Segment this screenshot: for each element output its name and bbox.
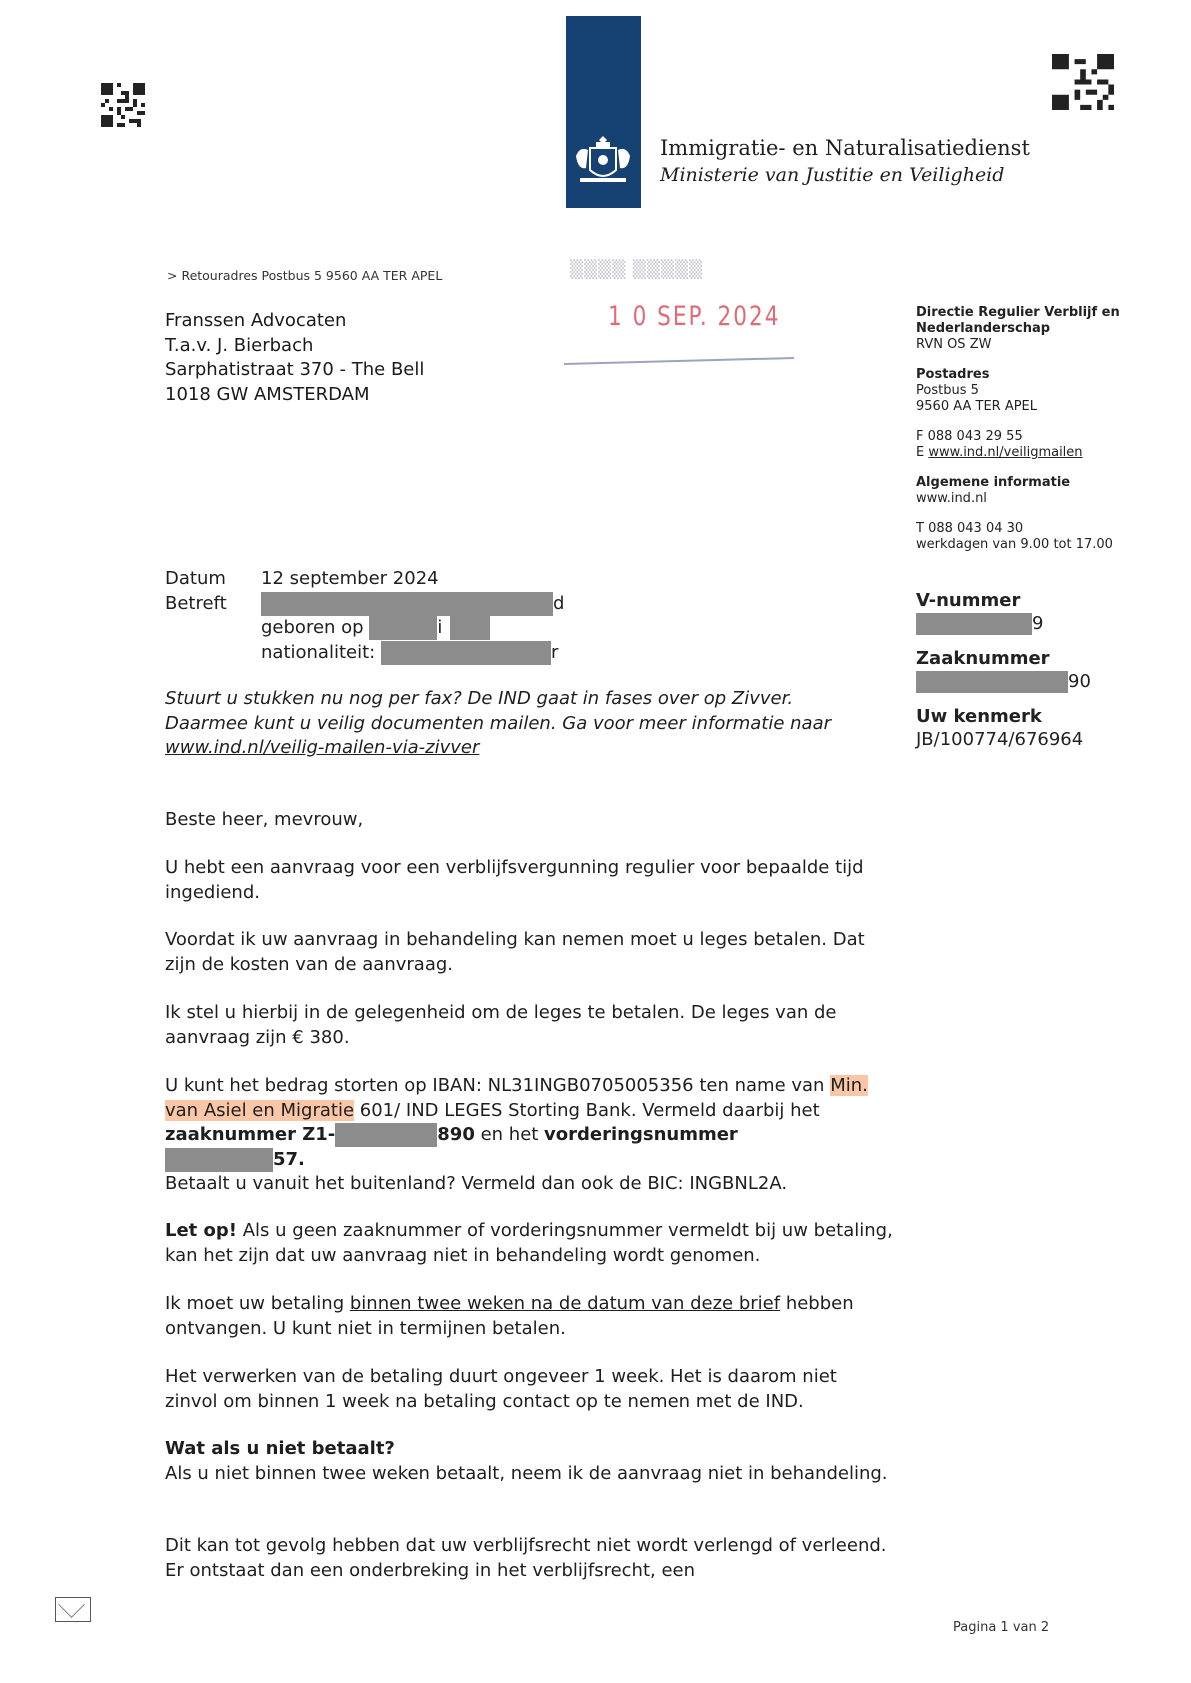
betreft-label: Betreft bbox=[165, 592, 227, 614]
highlighted-payee-cont: van Asiel en Migratie bbox=[165, 1099, 355, 1121]
zaaknummer-label: Zaaknummer bbox=[916, 648, 1050, 669]
redaction-block bbox=[369, 616, 437, 640]
department-code: RVN OS ZW bbox=[916, 337, 992, 352]
notice-line1: Stuurt u stukken nu nog per fax? De IND gaat in fases over op Zivver. bbox=[165, 688, 794, 709]
geboren-row: geboren op i bbox=[165, 616, 564, 641]
email-row bbox=[916, 445, 1176, 461]
stamp-date: 1 0 SEP. 2024 bbox=[608, 300, 781, 332]
page-number: Pagina 1 van 2 bbox=[953, 1620, 1050, 1635]
nationaliteit-row: nationaliteit: r bbox=[261, 641, 559, 663]
heading-niet-betaalt: Wat als u niet betaalt? bbox=[165, 1438, 395, 1459]
org-name-line1: Immigratie- en Naturalisatiedienst bbox=[660, 136, 1030, 160]
redaction-block bbox=[916, 613, 1032, 635]
paragraph-aanvraag: U hebt een aanvraag voor een verblijfsvergunning regulier voor bepaalde tijd ingediend. bbox=[165, 857, 864, 903]
vnummer-label: V-nummer bbox=[916, 590, 1021, 611]
paragraph-leges: Voordat ik uw aanvraag in behandeling kan nemen moet u leges betalen. Dat zijn de kosten van de aanvraag. bbox=[165, 929, 865, 975]
paragraph-verwerking: Het verwerken van de betaling duurt ongeveer 1 week. Het is daarom niet zinvol om binnen 1 week na betaling contact op te nemen met de IND. bbox=[165, 1366, 837, 1412]
kenmerk-value: JB/100774/676964 bbox=[916, 729, 1084, 750]
deadline-text: binnen twee weken na de datum van deze brief bbox=[349, 1293, 781, 1314]
recipient-line3: Sarphatistraat 370 - The Bell bbox=[165, 359, 425, 380]
recipient-line1: Franssen Advocaten bbox=[165, 310, 347, 331]
bic-line: Betaalt u vanuit het buitenland? Vermeld dan ook de BIC: INGBNL2A. bbox=[165, 1173, 788, 1194]
email-prefix: E bbox=[916, 445, 925, 460]
highlighted-payee: Min. bbox=[830, 1075, 868, 1096]
redaction-block bbox=[165, 1148, 273, 1172]
notice-line2: Daarmee kunt u veilig documenten mailen. Ga voor meer informatie naar bbox=[165, 712, 832, 734]
zaaknummer-inline-label: zaaknummer Z1- bbox=[165, 1124, 336, 1145]
notice-link[interactable]: www.ind.nl/veilig-mailen-via-zivver bbox=[165, 737, 480, 758]
organization-name bbox=[660, 134, 1030, 188]
qr-code-right bbox=[1052, 54, 1114, 110]
redaction-block bbox=[335, 1123, 437, 1147]
department-line2: Nederlanderschap bbox=[916, 321, 1051, 336]
fax-number: F 088 043 29 55 bbox=[916, 429, 1023, 444]
coat-of-arms-icon bbox=[566, 16, 641, 208]
info-url[interactable]: www.ind.nl bbox=[916, 491, 987, 506]
datum-label: Datum bbox=[165, 568, 226, 589]
return-address: > Retouradres Postbus 5 9560 AA TER APEL bbox=[167, 268, 443, 283]
phone-number: T 088 043 04 30 bbox=[916, 521, 1024, 536]
datum-row bbox=[165, 567, 564, 592]
email-link[interactable]: www.ind.nl/veiligmailen bbox=[928, 445, 1083, 460]
stamp-faded-text: ▒▒▒▒ ▒▒▒▒▒ bbox=[570, 260, 704, 280]
vorderingsnummer-label: vorderingsnummer bbox=[544, 1124, 738, 1145]
department-line1: Directie Regulier Verblijf en bbox=[916, 305, 1120, 320]
paragraph-betaling: U kunt het bedrag storten op IBAN: NL31INGB0705005356 ten name van Min. van Asiel en Migratie 601/ IND LEGES Storting Bank. Vermeld daarbij het zaaknummer Z1- 890 en het vorderingsnummer 57. Betaalt u vanuit het buitenland? Vermeld dan ook de BIC: INGBNL2A. bbox=[165, 1075, 868, 1194]
paragraph-termijn: Ik moet uw betaling binnen twee weken na de datum van deze brief hebben ontvangen. U kunt niet in termijnen betalen. bbox=[165, 1293, 854, 1339]
paragraph-niet-betaalt: Als u niet binnen twee weken betaalt, neem ik de aanvraag niet in behandeling. bbox=[165, 1463, 888, 1484]
sender-sidebar bbox=[916, 305, 1176, 553]
postadres-line2: 9560 AA TER APEL bbox=[916, 399, 1038, 414]
qr-code-left bbox=[101, 83, 145, 127]
org-name-line2: Ministerie van Justitie en Veiligheid bbox=[660, 164, 1005, 186]
kenmerk-label: Uw kenmerk bbox=[916, 706, 1042, 727]
vnummer-value: 9 bbox=[916, 612, 1176, 636]
paragraph-let-op: Let op! Als u geen zaaknummer of vorderingsnummer vermeldt bij uw betaling, kan het zijn dat uw aanvraag niet in behandeling wordt genomen. bbox=[165, 1220, 893, 1266]
received-stamp bbox=[560, 250, 800, 390]
recipient-address bbox=[165, 309, 424, 407]
redaction-block bbox=[261, 592, 553, 616]
recipient-line2: T.a.v. J. Bierbach bbox=[165, 334, 314, 356]
redaction-block bbox=[381, 641, 551, 665]
geboren-label: geboren op bbox=[261, 617, 364, 638]
info-label: Algemene informatie bbox=[916, 475, 1071, 490]
postadres-label: Postadres bbox=[916, 367, 990, 382]
reference-numbers bbox=[916, 590, 1176, 752]
let-op-label: Let op! bbox=[165, 1220, 238, 1241]
paragraph-gelegenheid: Ik stel u hierbij in de gelegenheid om de leges te betalen. De leges van de aanvraag zijn € 380. bbox=[165, 1002, 837, 1048]
zivver-notice bbox=[165, 687, 895, 761]
zaaknummer-value: 90 bbox=[916, 670, 1176, 694]
nationaliteit-label: nationaliteit: bbox=[261, 641, 376, 663]
letter-meta bbox=[165, 567, 564, 665]
stamp-line bbox=[564, 357, 794, 365]
paragraph-gevolg: Dit kan tot gevolg hebben dat uw verblijfsrecht niet wordt verlengd of verleend. Er ontstaat dan een onderbreking in het verblijfsrecht, een bbox=[165, 1535, 887, 1581]
betreft-tail: d bbox=[553, 592, 565, 614]
envelope-icon bbox=[55, 1597, 91, 1622]
redaction-block bbox=[916, 671, 1068, 693]
datum-value: 12 september 2024 bbox=[261, 568, 439, 589]
government-logo-bar bbox=[566, 16, 641, 208]
betreft-row bbox=[165, 592, 564, 617]
salutation: Beste heer, mevrouw, bbox=[165, 809, 364, 830]
recipient-line4: 1018 GW AMSTERDAM bbox=[165, 383, 370, 405]
postadres-line1: Postbus 5 bbox=[916, 383, 979, 398]
redaction-block bbox=[450, 616, 490, 640]
office-hours: werkdagen van 9.00 tot 17.00 bbox=[916, 537, 1113, 552]
